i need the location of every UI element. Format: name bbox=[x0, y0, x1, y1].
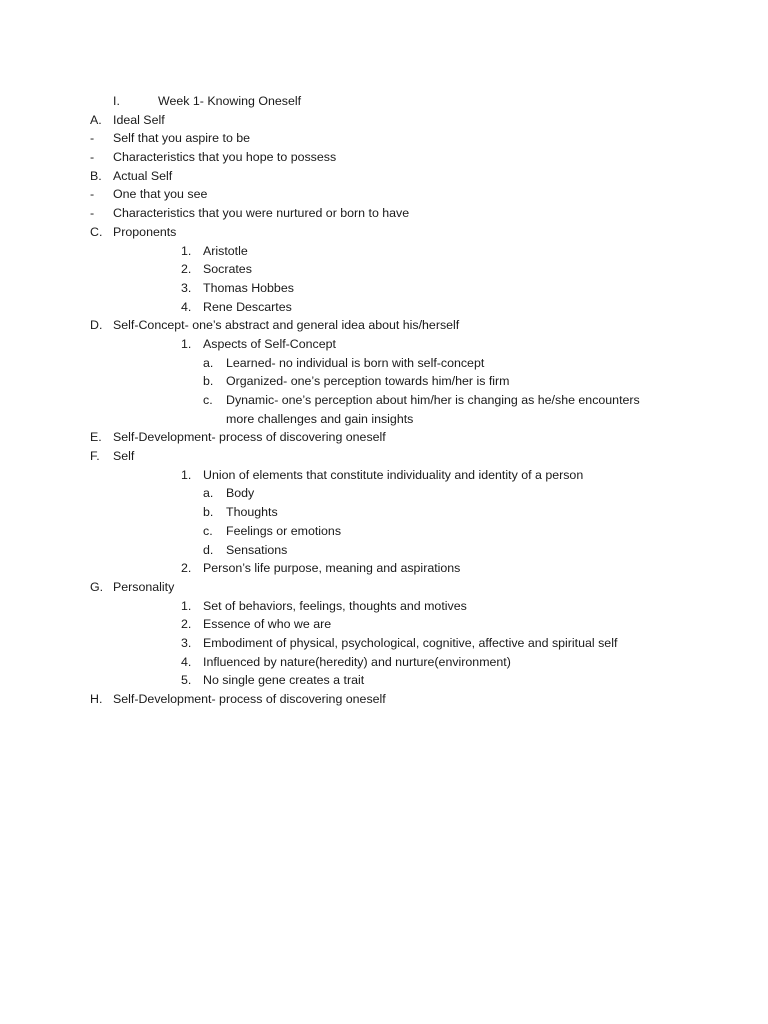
outline-item bbox=[0, 671, 768, 690]
outline-item bbox=[0, 597, 768, 616]
outline-text: more challenges and gain insights bbox=[226, 411, 414, 426]
outline-text: Embodiment of physical, psychological, cognitive, affective and spiritual self bbox=[203, 635, 618, 650]
outline-marker: 1. bbox=[181, 243, 192, 258]
outline-text: Learned- no individual is born with self-concept bbox=[226, 355, 485, 370]
outline-item bbox=[0, 615, 768, 634]
outline-marker: 2. bbox=[181, 617, 192, 632]
outline-marker: H. bbox=[90, 692, 103, 706]
outline-item bbox=[0, 167, 768, 186]
outline-item bbox=[0, 428, 768, 447]
outline-text: Sensations bbox=[226, 542, 288, 557]
outline-text: Personality bbox=[113, 579, 175, 594]
outline-text: Union of elements that constitute individuality and identity of a person bbox=[203, 467, 584, 482]
outline-text: Week 1- Knowing Oneself bbox=[158, 94, 302, 108]
outline-text: One that you see bbox=[113, 187, 208, 202]
outline-item bbox=[0, 391, 768, 410]
outline-heading bbox=[0, 92, 768, 111]
outline-marker: - bbox=[90, 187, 95, 202]
outline-item bbox=[0, 653, 768, 672]
outline-text: Self-Development- process of discovering oneself bbox=[113, 430, 386, 445]
outline-item bbox=[0, 466, 768, 485]
outline-marker: E. bbox=[90, 430, 102, 445]
outline-marker: 2. bbox=[181, 262, 192, 277]
outline-marker: - bbox=[90, 206, 95, 221]
outline-item bbox=[0, 559, 768, 578]
outline-marker: 4. bbox=[181, 299, 192, 314]
outline-item bbox=[0, 185, 768, 204]
outline-marker: G. bbox=[90, 579, 104, 594]
outline-marker: C. bbox=[90, 224, 103, 239]
outline-text: Feelings or emotions bbox=[226, 523, 342, 538]
outline-marker: 3. bbox=[181, 280, 192, 295]
outline-text: Actual Self bbox=[113, 168, 173, 183]
outline-item bbox=[0, 578, 768, 597]
outline-text: Proponents bbox=[113, 224, 177, 239]
outline-text: Rene Descartes bbox=[203, 299, 292, 314]
outline-marker: 1. bbox=[181, 467, 192, 482]
outline-item bbox=[0, 541, 768, 560]
outline-marker: b. bbox=[203, 374, 214, 389]
outline-item bbox=[0, 522, 768, 541]
outline-marker: 1. bbox=[181, 598, 192, 613]
outline-item bbox=[0, 316, 768, 335]
outline-marker: 1. bbox=[181, 336, 192, 351]
outline-item bbox=[0, 447, 768, 466]
outline-text: Self that you aspire to be bbox=[113, 131, 251, 146]
outline-item bbox=[0, 242, 768, 261]
outline-item bbox=[0, 148, 768, 167]
outline-marker: c. bbox=[203, 523, 213, 538]
outline-marker: A. bbox=[90, 112, 102, 127]
outline-text: Self-Concept- one’s abstract and general idea about his/herself bbox=[113, 318, 460, 333]
outline-list bbox=[0, 92, 768, 709]
outline-marker: I. bbox=[113, 94, 120, 108]
outline-text: Socrates bbox=[203, 262, 252, 277]
outline-text: Self bbox=[113, 449, 135, 464]
outline-item bbox=[0, 372, 768, 391]
outline-text: Thoughts bbox=[226, 505, 278, 520]
outline-text: Influenced by nature(heredity) and nurture(environment) bbox=[203, 654, 511, 669]
outline-marker: - bbox=[90, 131, 95, 146]
outline-item bbox=[0, 204, 768, 223]
outline-marker: F. bbox=[90, 449, 100, 464]
outline-marker: d. bbox=[203, 542, 214, 557]
outline-marker: 5. bbox=[181, 673, 192, 688]
outline-marker: 4. bbox=[181, 654, 192, 669]
outline-text: Characteristics that you were nurtured or born to have bbox=[113, 206, 410, 221]
outline-item bbox=[0, 410, 768, 429]
outline-text: Organized- one’s perception towards him/her is firm bbox=[226, 374, 510, 389]
outline-item bbox=[0, 354, 768, 373]
outline-text: Aristotle bbox=[203, 243, 248, 258]
outline-item bbox=[0, 129, 768, 148]
outline-marker: 2. bbox=[181, 561, 192, 576]
outline-item bbox=[0, 260, 768, 279]
outline-marker: a. bbox=[203, 355, 214, 370]
outline-item bbox=[0, 484, 768, 503]
outline-text: Ideal Self bbox=[113, 112, 165, 127]
outline-text: Aspects of Self-Concept bbox=[203, 336, 336, 351]
outline-item bbox=[0, 223, 768, 242]
outline-marker: b. bbox=[203, 505, 214, 520]
outline-item bbox=[0, 111, 768, 130]
outline-item bbox=[0, 634, 768, 653]
outline-text: Body bbox=[226, 486, 255, 501]
outline-marker: D. bbox=[90, 318, 103, 333]
outline-item bbox=[0, 298, 768, 317]
outline-text: Self-Development- process of discovering oneself bbox=[113, 692, 386, 706]
outline-item bbox=[0, 279, 768, 298]
outline-item bbox=[0, 335, 768, 354]
outline-text: Set of behaviors, feelings, thoughts and motives bbox=[203, 598, 467, 613]
outline-text: Essence of who we are bbox=[203, 617, 332, 632]
outline-text: Dynamic- one’s perception about him/her is changing as he/she encounters bbox=[226, 393, 640, 407]
outline-item bbox=[0, 503, 768, 522]
outline-marker: a. bbox=[203, 486, 214, 501]
outline-marker: c. bbox=[203, 393, 213, 407]
outline-marker: - bbox=[90, 150, 95, 165]
outline-text: Thomas Hobbes bbox=[203, 280, 294, 295]
outline-text: No single gene creates a trait bbox=[203, 673, 365, 688]
outline-text: Characteristics that you hope to possess bbox=[113, 150, 337, 165]
outline-item bbox=[0, 690, 768, 709]
outline-marker: 3. bbox=[181, 635, 192, 650]
outline-marker: B. bbox=[90, 168, 102, 183]
outline-text: Person’s life purpose, meaning and aspirations bbox=[203, 561, 461, 576]
